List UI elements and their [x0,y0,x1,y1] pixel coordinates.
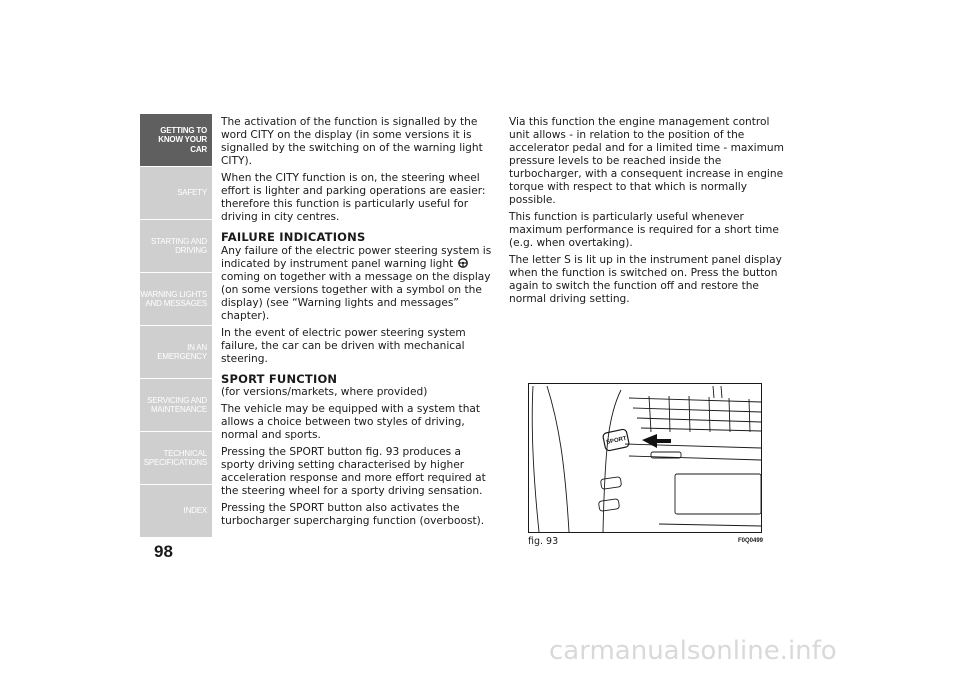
paragraph-text: Any failure of the electric power steering system is indicated by instrument panel warning light [221,245,492,270]
paragraph-text: coming on together with a message on the display (on some versions together with a symbol on the display) (see “Warning lights and messages” chapter). [221,271,491,322]
paragraph-failure [221,245,497,323]
tab-safety[interactable]: SAFETY [140,167,212,219]
tab-starting-and-driving[interactable]: STARTING AND DRIVING [140,220,212,272]
heading-sport-function: SPORT FUNCTION [221,372,338,386]
paragraph: In the event of electric power steering system failure, the car can be driven with mechanical steering. [221,327,466,365]
paragraph: Pressing the SPORT button also activates the turbocharger supercharging function (overboost). [221,502,485,527]
figure-caption: fig. 93 [528,536,559,547]
tab-servicing-and-maintenance[interactable]: SERVICING AND MAINTENANCE [140,379,212,431]
paragraph: Pressing the SPORT button fig. 93 produces a sporty driving setting characterised by higher acceleration response and more effort required at the steering wheel for a sporty driving sensation. [221,446,486,497]
tab-technical-specifications[interactable]: TECHNICAL SPECIFICATIONS [140,432,212,484]
tab-getting-to-know-your-car[interactable]: GETTING TO KNOW YOUR CAR [140,114,212,166]
page-number: 98 [154,542,173,561]
paragraph: This function is particularly useful whenever maximum performance is required for a short time (e.g. when overtaking). [509,211,779,249]
paragraph: The letter S is lit up in the instrument panel display when the function is switched on. Press the button again to switch the function off and restore the normal driving setting. [509,254,782,305]
heading-failure-indications: FAILURE INDICATIONS [221,230,366,244]
steering-warning-icon [458,258,468,268]
paragraph: The vehicle may be equipped with a system that allows a choice between two styles of driving, normal and sports. [221,403,481,441]
watermark: carmanualsonline.info [549,636,837,666]
tab-in-an-emergency[interactable]: IN AN EMERGENCY [140,326,212,378]
subheading-versions: (for versions/markets, where provided) [221,386,428,398]
paragraph: Via this function the engine management control unit allows - in relation to the position of the accelerator pedal and for a limited time - maximum pressure levels to be reached inside the turbocharger, with a consequent increase in engine torque with respect to that which is normally possible. [509,116,784,206]
tab-warning-lights-and-messages[interactable]: WARNING LIGHTS AND MESSAGES [140,273,212,325]
pointer-arrow-icon [642,434,671,448]
text-column-left [221,116,497,532]
dashboard-illustration [529,384,762,533]
text-column-right [509,116,785,310]
paragraph: When the CITY function is on, the steering wheel effort is lighter and parking operations are easier: therefore this function is particularly useful for driving in city centres. [221,172,486,223]
sport-button-label: SPORT [605,435,628,446]
figure-code: F0Q0499 [738,538,764,544]
figure-sport-button [528,383,762,533]
paragraph: The activation of the function is signalled by the word CITY on the display (in some versions it is signalled by the switching on of the warning light CITY). [221,116,483,167]
tab-index[interactable]: INDEX [140,485,212,537]
